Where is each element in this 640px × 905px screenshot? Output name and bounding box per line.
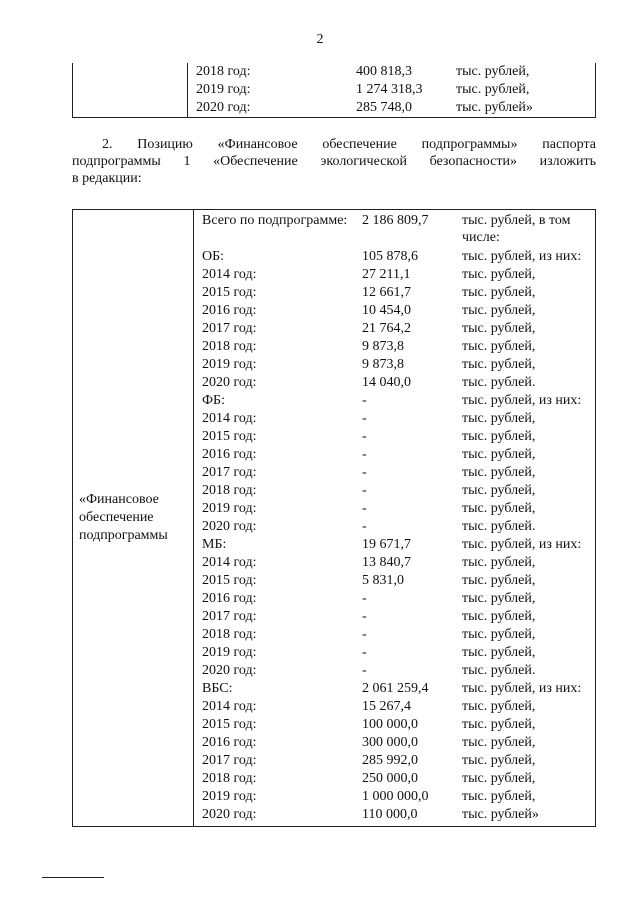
- row-period: 2019 год:: [202, 357, 257, 372]
- row-period: ОБ:: [202, 249, 225, 264]
- row-period: 2019 год:: [202, 645, 257, 660]
- row-amount: 21 764,2: [362, 321, 411, 336]
- row-period: 2018 год:: [202, 771, 257, 786]
- table-row: [194, 590, 595, 608]
- table-row: [194, 212, 595, 248]
- row-unit: тыс. рублей.: [462, 663, 536, 678]
- table-row: [194, 806, 595, 824]
- row-amount: 110 000,0: [362, 807, 418, 822]
- row-unit: тыс. рублей,: [462, 303, 536, 318]
- table-row: [188, 99, 595, 117]
- row-unit: тыс. рублей,: [462, 645, 536, 660]
- row-period: 2015 год:: [202, 285, 257, 300]
- top-table: [72, 63, 596, 118]
- row-amount: -: [362, 411, 367, 426]
- table-row: [194, 554, 595, 572]
- row-amount: 1 000 000,0: [362, 789, 429, 804]
- table-row: [194, 572, 595, 590]
- page-number: 2: [316, 32, 324, 47]
- top-table-rows: [188, 63, 595, 117]
- row-amount: -: [362, 663, 367, 678]
- row-period: 2015 год:: [202, 429, 257, 444]
- row-amount: 9 873,8: [362, 339, 404, 354]
- row-period: 2015 год:: [202, 717, 257, 732]
- row-unit: тыс. рублей,: [462, 591, 536, 606]
- table-row: [194, 356, 595, 374]
- table-row: [194, 788, 595, 806]
- row-amount: 1 274 318,3: [356, 82, 423, 97]
- financing-data-cell: [194, 210, 596, 827]
- row-amount: 285 992,0: [362, 753, 418, 768]
- paragraph-word: Позицию: [137, 137, 193, 152]
- table-row: [194, 392, 595, 410]
- row-period: 2014 год:: [202, 555, 257, 570]
- table-row: [194, 464, 595, 482]
- row-amount: 2 061 259,4: [362, 681, 429, 696]
- top-table-label-cell: [73, 63, 188, 118]
- row-period: 2014 год:: [202, 267, 257, 282]
- row-period: 2014 год:: [202, 411, 257, 426]
- row-unit: тыс. рублей,: [462, 501, 536, 516]
- row-period: 2017 год:: [202, 609, 257, 624]
- row-period: 2020 год:: [196, 100, 251, 115]
- paragraph-word: паспорта: [542, 137, 596, 152]
- row-amount: -: [362, 501, 367, 516]
- row-amount: -: [362, 609, 367, 624]
- row-unit: тыс. рублей,: [462, 339, 536, 354]
- financing-table: [72, 209, 596, 827]
- table-row: [194, 500, 595, 518]
- row-unit: тыс. рублей,: [462, 771, 536, 786]
- table-row: [194, 608, 595, 626]
- row-period: 2016 год:: [202, 735, 257, 750]
- row-unit: тыс. рублей,: [462, 753, 536, 768]
- row-unit: тыс. рублей,: [462, 267, 536, 282]
- table-row: [194, 662, 595, 680]
- paragraph-word: подпрограммы»: [421, 137, 518, 152]
- table-row: [194, 626, 595, 644]
- row-period: 2017 год:: [202, 321, 257, 336]
- row-amount: 10 454,0: [362, 303, 411, 318]
- table-row: [188, 63, 595, 81]
- row-period: 2019 год:: [196, 82, 251, 97]
- table-row: [194, 446, 595, 464]
- row-unit: тыс. рублей,: [462, 429, 536, 444]
- row-unit: тыс. рублей,: [462, 609, 536, 624]
- row-amount: -: [362, 465, 367, 480]
- amendment-paragraph: [72, 136, 596, 187]
- paragraph-line-1: [72, 136, 596, 153]
- table-row: [194, 734, 595, 752]
- paragraph-word: безопасности»: [429, 154, 517, 169]
- paragraph-word: 2.: [102, 137, 113, 152]
- row-period: 2016 год:: [202, 303, 257, 318]
- row-period: ФБ:: [202, 393, 225, 408]
- row-amount: 5 831,0: [362, 573, 404, 588]
- row-unit: тыс. рублей,: [456, 64, 530, 79]
- paragraph-word: подпрограммы: [72, 154, 161, 169]
- paragraph-word: «Обеспечение: [213, 154, 298, 169]
- row-amount: 15 267,4: [362, 699, 411, 714]
- row-amount: 27 211,1: [362, 267, 411, 282]
- paragraph-word: обеспечение: [322, 137, 397, 152]
- row-unit: тыс. рублей,: [462, 483, 536, 498]
- row-unit: тыс. рублей,: [462, 627, 536, 642]
- table-row: [194, 320, 595, 338]
- row-amount: -: [362, 429, 367, 444]
- row-unit: тыс. рублей,: [462, 357, 536, 372]
- row-period: 2017 год:: [202, 465, 257, 480]
- row-period: МБ:: [202, 537, 227, 552]
- table-row: [194, 752, 595, 770]
- row-period: 2019 год:: [202, 501, 257, 516]
- row-unit: тыс. рублей»: [462, 807, 539, 822]
- row-period: 2017 год:: [202, 753, 257, 768]
- table-row: [194, 518, 595, 536]
- financing-rows: [194, 210, 595, 826]
- row-unit: тыс. рублей,: [462, 717, 536, 732]
- row-amount: 285 748,0: [356, 100, 412, 115]
- row-unit: тыс. рублей.: [462, 375, 536, 390]
- row-amount: 13 840,7: [362, 555, 411, 570]
- row-unit: тыс. рублей, из них:: [462, 393, 582, 408]
- row-amount: -: [362, 519, 367, 534]
- row-unit: тыс. рублей,: [462, 321, 536, 336]
- row-amount: -: [362, 483, 367, 498]
- row-period: Всего по подпрограмме:: [202, 213, 348, 228]
- row-period: 2016 год:: [202, 447, 257, 462]
- row-period: 2014 год:: [202, 699, 257, 714]
- row-period: 2018 год:: [196, 64, 251, 79]
- row-amount: 300 000,0: [362, 735, 418, 750]
- table-row: [194, 716, 595, 734]
- paragraph-word: «Финансовое: [217, 137, 298, 152]
- row-unit: тыс. рублей,: [462, 447, 536, 462]
- row-period: 2016 год:: [202, 591, 257, 606]
- row-period: 2020 год:: [202, 519, 257, 534]
- row-amount: 105 878,6: [362, 249, 418, 264]
- row-unit: тыс. рублей»: [456, 100, 533, 115]
- row-unit: тыс. рублей,: [462, 465, 536, 480]
- table-row: [194, 428, 595, 446]
- table-row: [194, 302, 595, 320]
- table-row: [194, 410, 595, 428]
- row-amount: 9 873,8: [362, 357, 404, 372]
- table-row: [194, 248, 595, 266]
- row-unit: тыс. рублей,: [462, 555, 536, 570]
- row-amount: -: [362, 447, 367, 462]
- row-amount: 12 661,7: [362, 285, 411, 300]
- table-row: [194, 698, 595, 716]
- row-unit: тыс. рублей,: [462, 699, 536, 714]
- row-amount: 14 040,0: [362, 375, 411, 390]
- paragraph-word: экологической: [320, 154, 407, 169]
- paragraph-line-3: в редакции:: [72, 171, 142, 186]
- top-table-data-cell: [188, 63, 596, 118]
- table-row: [194, 482, 595, 500]
- table-row: [188, 81, 595, 99]
- row-unit: тыс. рублей,: [462, 411, 536, 426]
- financing-label: [73, 210, 194, 827]
- row-amount: 19 671,7: [362, 537, 411, 552]
- table-row: [194, 644, 595, 662]
- row-unit: тыс. рублей, в том числе:: [462, 213, 571, 245]
- paragraph-word: 1: [183, 154, 191, 169]
- row-unit: тыс. рублей,: [462, 285, 536, 300]
- row-amount: 250 000,0: [362, 771, 418, 786]
- table-row: [194, 536, 595, 554]
- table-row: [194, 680, 595, 698]
- row-unit: тыс. рублей,: [462, 735, 536, 750]
- row-amount: -: [362, 627, 367, 642]
- row-amount: 2 186 809,7: [362, 213, 429, 228]
- row-period: 2015 год:: [202, 573, 257, 588]
- row-unit: тыс. рублей.: [462, 519, 536, 534]
- paragraph-line-2: [72, 153, 596, 170]
- financing-label-text: «Финансовое обеспечение подпрограммы: [79, 492, 168, 543]
- row-amount: -: [362, 393, 367, 408]
- row-period: ВБС:: [202, 681, 233, 696]
- row-period: 2020 год:: [202, 663, 257, 678]
- footnote-rule: [42, 877, 104, 878]
- row-unit: тыс. рублей, из них:: [462, 537, 582, 552]
- table-row: [194, 284, 595, 302]
- row-unit: тыс. рублей, из них:: [462, 681, 582, 696]
- row-period: 2018 год:: [202, 627, 257, 642]
- row-unit: тыс. рублей,: [462, 573, 536, 588]
- row-amount: -: [362, 645, 367, 660]
- row-period: 2018 год:: [202, 339, 257, 354]
- table-row: [194, 266, 595, 284]
- row-period: 2018 год:: [202, 483, 257, 498]
- row-amount: 100 000,0: [362, 717, 418, 732]
- row-amount: -: [362, 591, 367, 606]
- row-amount: 400 818,3: [356, 64, 412, 79]
- table-row: [194, 374, 595, 392]
- row-unit: тыс. рублей, из них:: [462, 249, 582, 264]
- row-unit: тыс. рублей,: [456, 82, 530, 97]
- table-row: [194, 770, 595, 788]
- table-row: [194, 338, 595, 356]
- paragraph-word: изложить: [539, 154, 596, 169]
- row-period: 2020 год:: [202, 807, 257, 822]
- row-unit: тыс. рублей,: [462, 789, 536, 804]
- row-period: 2019 год:: [202, 789, 257, 804]
- row-period: 2020 год:: [202, 375, 257, 390]
